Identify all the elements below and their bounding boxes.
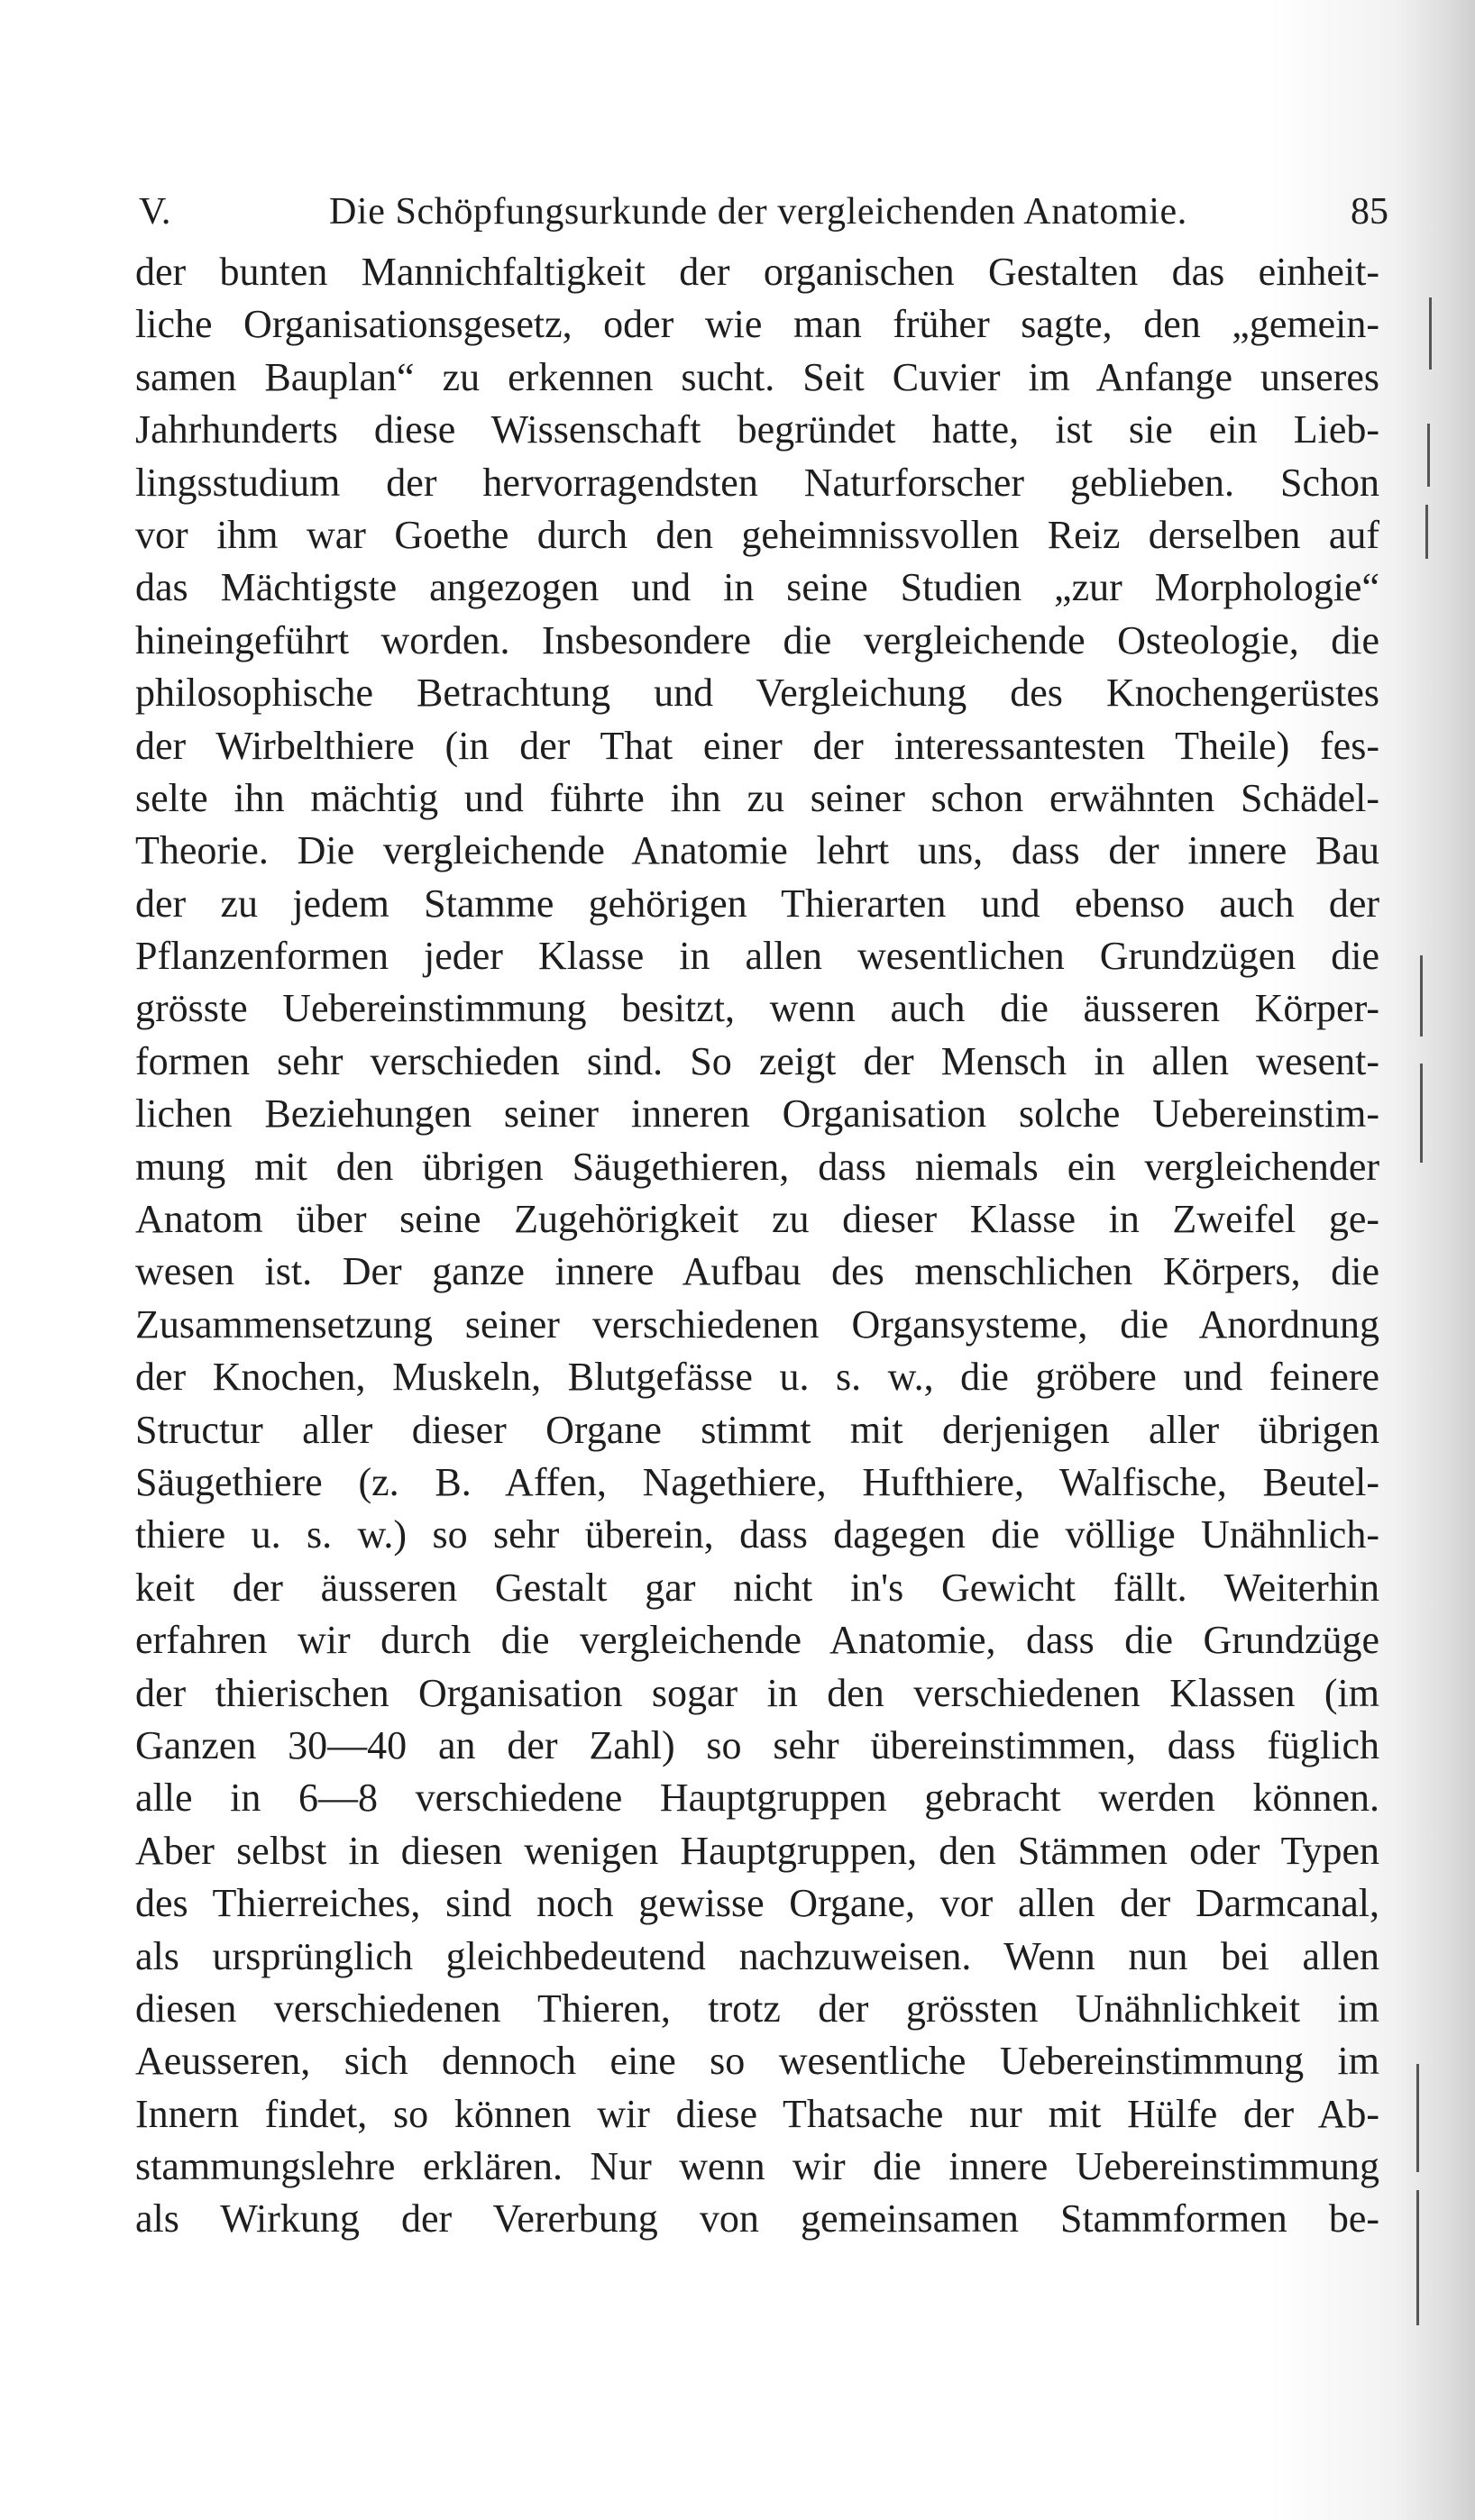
text-line: Aber selbst in diesen wenigen Hauptgruppen, den Stämmen oder Typen: [135, 1828, 1379, 1873]
margin-marks: [1421, 0, 1475, 2520]
margin-mark: [1427, 424, 1430, 487]
page-number: 85: [1351, 191, 1388, 233]
text-line: erfahren wir durch die vergleichende Anatomie, dass die Grundzüge: [135, 1618, 1379, 1663]
text-line: selte ihn mächtig und führte ihn zu seiner schon erwähnten Schädel-: [135, 775, 1379, 820]
text-line: als ursprünglich gleichbedeutend nachzuweisen. Wenn nun bei allen: [135, 1933, 1379, 1978]
margin-mark: [1416, 2190, 1419, 2325]
body-text: [135, 246, 1379, 2246]
text-line: der Wirbelthiere (in der That einer der interessantesten Theile) fes-: [135, 723, 1379, 768]
text-line: der zu jedem Stamme gehörigen Thierarten und ebenso auch der: [135, 881, 1379, 926]
text-line: stammungslehre erklären. Nur wenn wir die innere Uebereinstimmung: [135, 2144, 1379, 2189]
text-line: Theorie. Die vergleichende Anatomie lehrt uns, dass der innere Bau: [135, 828, 1379, 873]
running-header: [135, 185, 1388, 239]
running-title: Die Schöpfungsurkunde der vergleichenden Anatomie.: [329, 191, 1187, 233]
text-line: Structur aller dieser Organe stimmt mit derjenigen aller übrigen: [135, 1407, 1379, 1452]
text-line: keit der äusseren Gestalt gar nicht in's Gewicht fällt. Weiterhin: [135, 1565, 1379, 1610]
margin-mark: [1425, 505, 1428, 559]
text-line: formen sehr verschieden sind. So zeigt der Mensch in allen wesent-: [135, 1038, 1379, 1083]
chapter-number: V.: [139, 191, 171, 233]
text-line: der thierischen Organisation sogar in den verschiedenen Klassen (im: [135, 1670, 1379, 1715]
text-line: alle in 6—8 verschiedene Hauptgruppen gebracht werden können.: [135, 1776, 1379, 1821]
text-line: lingsstudium der hervorragendsten Naturforscher geblieben. Schon: [135, 460, 1379, 505]
text-line: Innern findet, so können wir diese Thatsache nur mit Hülfe der Ab-: [135, 2091, 1379, 2136]
margin-mark: [1420, 1064, 1423, 1163]
text-line: Pflanzenformen jeder Klasse in allen wesentlichen Grundzügen die: [135, 934, 1379, 979]
text-line: thiere u. s. w.) so sehr überein, dass dagegen die völlige Unähnlich-: [135, 1512, 1379, 1557]
text-line: Aeusseren, sich dennoch eine so wesentliche Uebereinstimmung im: [135, 2039, 1379, 2084]
text-line: lichen Beziehungen seiner inneren Organisation solche Uebereinstim-: [135, 1091, 1379, 1137]
text-line: vor ihm war Goethe durch den geheimnissvollen Reiz derselben auf: [135, 512, 1379, 557]
text-line: liche Organisationsgesetz, oder wie man früher sagte, den „gemein-: [135, 302, 1379, 347]
margin-mark: [1416, 2064, 1419, 2172]
text-line: samen Bauplan“ zu erkennen sucht. Seit Cuvier im Anfange unseres: [135, 354, 1379, 399]
text-line: Ganzen 30—40 an der Zahl) so sehr übereinstimmen, dass füglich: [135, 1722, 1379, 1767]
margin-mark: [1429, 297, 1432, 370]
text-line: Säugethiere (z. B. Affen, Nagethiere, Hufthiere, Walfische, Beutel-: [135, 1459, 1379, 1504]
text-line: Jahrhunderts diese Wissenschaft begründet hatte, ist sie ein Lieb-: [135, 407, 1379, 452]
text-line: der bunten Mannichfaltigkeit der organischen Gestalten das einheit-: [135, 250, 1379, 294]
text-line: des Thierreiches, sind noch gewisse Organe, vor allen der Darmcanal,: [135, 1881, 1379, 1926]
text-line: Anatom über seine Zugehörigkeit zu dieser Klasse in Zweifel ge-: [135, 1197, 1379, 1242]
text-line: diesen verschiedenen Thieren, trotz der grössten Unähnlichkeit im: [135, 1986, 1379, 2031]
text-line: der Knochen, Muskeln, Blutgefässe u. s. w., die gröbere und feinere: [135, 1355, 1379, 1400]
text-line: mung mit den übrigen Säugethieren, dass niemals ein vergleichender: [135, 1144, 1379, 1189]
text-line: philosophische Betrachtung und Vergleichung des Knochengerüstes: [135, 671, 1379, 716]
text-line: wesen ist. Der ganze innere Aufbau des menschlichen Körpers, die: [135, 1249, 1379, 1294]
text-line: als Wirkung der Vererbung von gemeinsamen Stammformen be-: [135, 2196, 1379, 2242]
text-line: hineingeführt worden. Insbesondere die vergleichende Osteologie, die: [135, 617, 1379, 662]
text-line: das Mächtigste angezogen und in seine Studien „zur Morphologie“: [135, 565, 1379, 610]
margin-mark: [1420, 955, 1423, 1036]
text-line: grösste Uebereinstimmung besitzt, wenn auch die äusseren Körper-: [135, 986, 1379, 1031]
text-line: Zusammensetzung seiner verschiedenen Organsysteme, die Anordnung: [135, 1301, 1379, 1347]
